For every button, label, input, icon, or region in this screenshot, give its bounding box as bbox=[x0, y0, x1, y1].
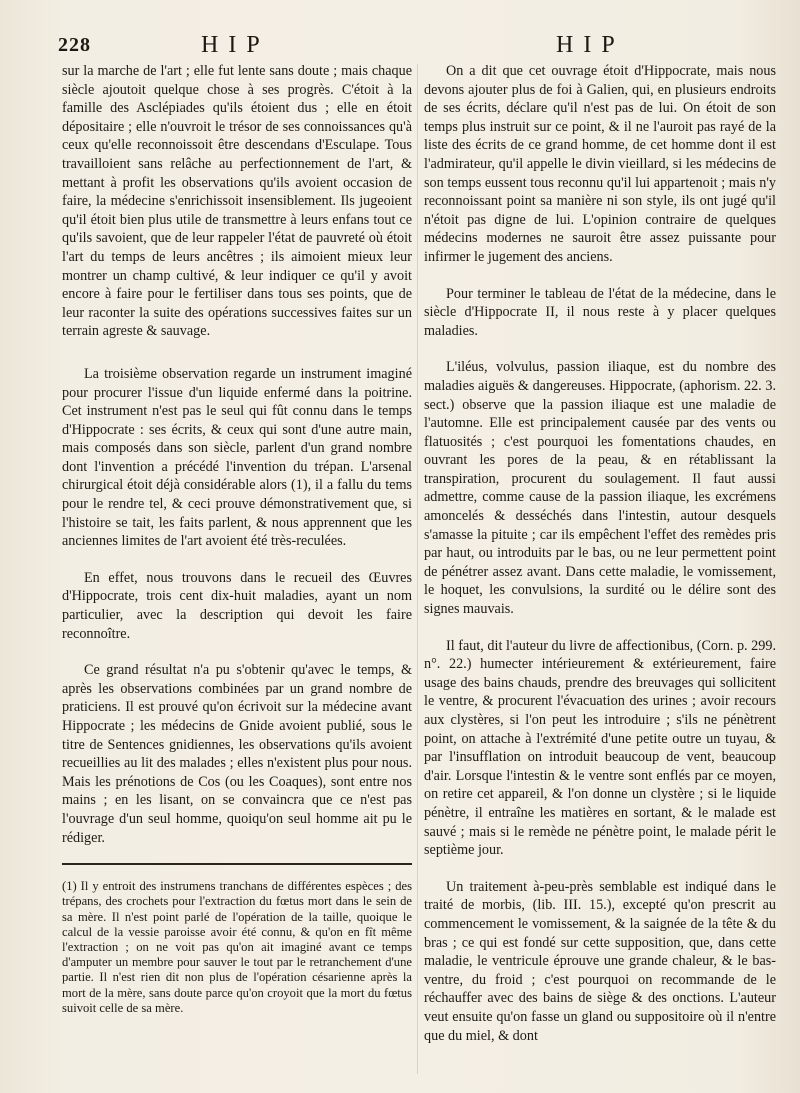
footnote-divider bbox=[62, 863, 412, 865]
running-head-right: HIP bbox=[556, 32, 625, 58]
paragraph: Pour terminer le tableau de l'état de la médecine, dans le siècle d'Hippocrate II, il nous reste à y placer quelques maladies. bbox=[424, 285, 776, 339]
paragraph: Ce grand résultat n'a pu s'obtenir qu'avec le temps, & après les observations combinées par un grand nombre de praticiens. Il est prouvé qu'on écrivoit sur la médecine avant Hippocrate ; les médecins de Gnide avoient publié, sous le titre de Sentences gnidiennes, les observations qu'ils avoient recueillies au lit des malades ; elles n'existent plus pour nous. Mais les prénotions de Cos (ou les Coaques), sont entre nos mains ; en les lisant, on se convaincra que ce n'est pas l'ouvrage d'un seul homme, quoiqu'on seul homme ait pu le rédiger. bbox=[62, 662, 412, 846]
footnote: (1) Il y entroit des instrumens tranchans de différentes espèces ; des trépans, des crochets pour l'extraction du fœtus mort dans le sein de sa mère. Il n'est point parlé de l'opération de la taille, quoique le calcul de la vessie paroisse avoir été connu, & qu'on en fît même l'extraction ; on ne voit pas qu'on ait imaginé avant ce temps d'amputer un membre pour sauver le tout par le retranchement d'une partie. Il n'est rien dit non plus de l'opération césarienne après la mort de la mère, sans doute parce qu'on croyoit que la mort du fœtus suivoit celle de sa mère. bbox=[62, 879, 412, 1015]
left-column bbox=[62, 62, 412, 1016]
paragraph: En effet, nous trouvons dans le recueil des Œuvres d'Hippocrate, trois cent dix-huit maladies, ayant un nom particulier, avec la description qui devoit les faire reconnoître. bbox=[62, 569, 412, 642]
column-divider bbox=[417, 64, 418, 1074]
running-head-left: HIP bbox=[201, 32, 270, 58]
paragraph: On a dit que cet ouvrage étoit d'Hippocrate, mais nous devons ajouter plus de foi à Galien, qui, en plusieurs endroits de ses écrits, déclare qu'il n'est pas de lui. On étoit de son temps plus instruit sur ce point, & il ne l'auroit pas rayé de la liste des écrits de ce grand homme, de cet homme dont il est l'admirateur, qu'il appelle le divin vieillard, si les médecins de son temps eussent tous reconnu qu'il lui appartenoit ; mais n'y reconnoissant point sa manière ni son style, ils ont jugé qu'il n'étoit pas digne de lui. L'opinion contraire de quelques médecins modernes ne sauroit être assez puissante pour infirmer le jugement des anciens. bbox=[424, 63, 776, 265]
paragraph: sur la marche de l'art ; elle fut lente sans doute ; mais chaque siècle ajoutoit quelque chose à ses progrès. C'étoit à la famille des Asclépiades qu'ils étoient dus ; elle en étoit dépositaire ; elle n'ouvroit le trésor de ses connoissances qu'à ceux qu'elle reconnoissoit être descendans d'Esculape. Tous travailloient sans relâche au perfectionnement de l'art, & mettant à profit les observations qu'ils avoient occasion de faire, la médecine s'enrichissoit insensiblement. Ils jugeoient qu'il étoit bien plus utile de transmettre à leurs enfans tout ce qu'ils savoient, que de leur rappeler l'état de pauvreté où étoit l'art du temps de leurs ancêtres ; ils aimoient mieux leur montrer un champ cultivé, & leur indiquer ce qu'il y avoit encore à faire pour le fertiliser dans tous ses points, que de leur raconter la suite des opérations successives faites sur un terrain agreste & sauvage. bbox=[62, 63, 412, 340]
page-number: 228 bbox=[58, 34, 91, 56]
running-header bbox=[58, 32, 778, 62]
paragraph: La troisième observation regarde un instrument imaginé pour procurer l'issue d'un liquide enfermé dans la poitrine. Cet instrument n'est pas le seul qui fût connu dans le temps d'Hippocrate : ses écrits, & ceux qui sont d'une autre main, mais composés dans son siècle, parlent d'un grand nombre dont l'invention a précédé l'invention du trépan. L'arsenal chirurgical étoit déjà considérable alors (1), il a fallu du tems pour le rendre tel, & ceci prouve démonstrativement que, si l'histoire se tait, les faits parlent, & nous apprennent que les anciennes limites de l'art avoient été très-reculées. bbox=[62, 365, 412, 550]
paragraph: L'iléus, volvulus, passion iliaque, est du nombre des maladies aiguës & dangereuses. Hippocrate, (aphorism. 22. 3. sect.) observe que la passion iliaque est une maladie de l'automne. Elle est principalement causée par des vents ou flatuosités ; c'est pourquoi les fomentations chaudes, en ouvrant les pores de la peau, & en rétablissant la transpiration, procurent du soulagement. Il faut aussi admettre, comme cause de la passion iliaque, les excrémens amoncelés & desséchés dans l'intestin, autour desquels s'amasse la pituite ; car ils empêchent l'effet des remèdes pris par haut, ou introduits par le bas, ou ne leur permettent point de pénétrer assez avant. Dans cette maladie, le vomissement, le hoquet, les convulsions, la surdité ou le délire sont des signes mauvais. bbox=[424, 359, 776, 618]
right-column bbox=[424, 62, 776, 1045]
paragraph: Un traitement à-peu-près semblable est indiqué dans le traité de morbis, (lib. III. 15.), excepté qu'on prescrit au commencement le vomissement, & la saignée de la tête & du bras ; ce qui est fondé sur cette supposition, que, dans cette maladie, le ventricule éprouve une grande chaleur, & le bas-ventre, du froid ; c'est pourquoi on recommande de le réchauffer avec des bains de siège & des onctions. L'auteur veut ensuite qu'on fasse un gland ou suppositoire où il n'entre que du miel, & dont bbox=[424, 878, 776, 1044]
paragraph: Il faut, dit l'auteur du livre de affectionibus, (Corn. p. 299. n°. 22.) humecter intérieurement & extérieurement, faire usage des bains chauds, prendre des breuvages qui sollicitent le ventre, & procurent l'évacuation des urines ; avoir recours aux clystères, si l'on peut les introduire ; s'ils ne pénètrent point, on attache à l'extrémité d'une petite outre un tuyau, & par l'insufflation on introduit beaucoup de vent, beaucoup d'air. Lorsque l'intestin & le ventre sont enflés par ce moyen, on retire cet appareil, & l'on donne un clystère ; si le liquide pénètre, il entraîne les matières en sortant, & le malade est sauvé ; mais si le remède ne pénètre point, le malade périt le septième jour. bbox=[424, 637, 776, 859]
